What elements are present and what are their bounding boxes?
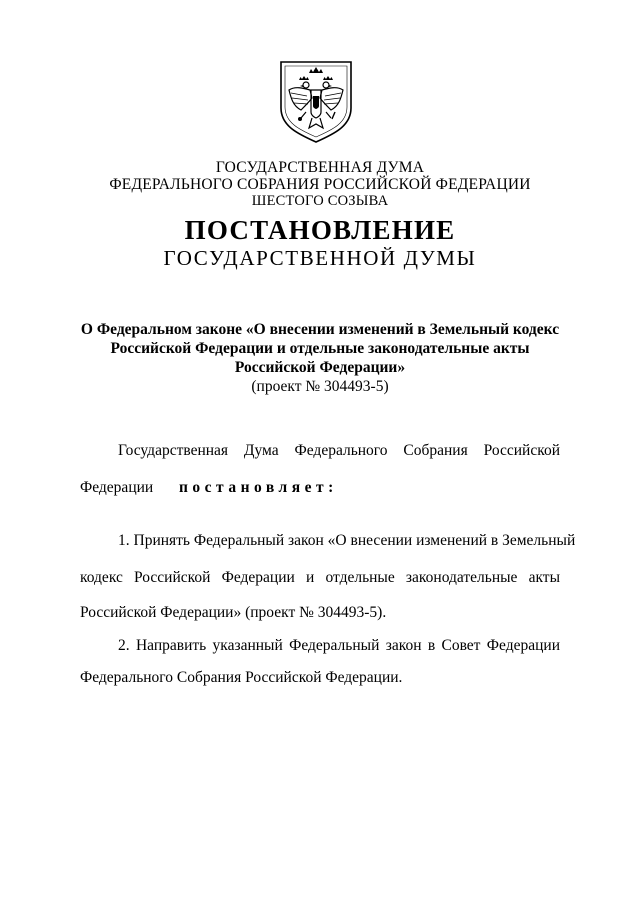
preamble-line-2 (80, 479, 338, 497)
document-title: ПОСТАНОВЛЕНИЕ (184, 215, 456, 245)
preamble-line-1: Государственная Дума Федерального Собрания Российской (118, 442, 560, 459)
document-subtitle: ГОСУДАРСТВЕННОЙ ДУМЫ (163, 246, 477, 270)
item-1-line-3: Российской Федерации» (проект № 304493-5). (80, 604, 387, 621)
preamble-federation: Федерации (80, 479, 154, 496)
item-1-line-2: кодекс Российской Федерации и отдельные законодательные акты (80, 569, 560, 586)
project-number: (проект № 304493-5) (251, 378, 389, 395)
subject-line-3: Российской Федерации» (234, 359, 406, 376)
item-1-line-1: 1. Принять Федеральный закон «О внесении изменений в Земельный (118, 532, 576, 549)
subject-line-1: О Федеральном законе «О внесении изменений в Земельный кодекс (80, 321, 560, 338)
coat-of-arms-icon (279, 60, 353, 144)
item-2-line-1: 2. Направить указанный Федеральный закон в Совет Федерации (118, 637, 560, 654)
header-line-2: ФЕДЕРАЛЬНОГО СОБРАНИЯ РОССИЙСКОЙ ФЕДЕРАЦИИ (109, 176, 531, 193)
subject-line-2: Российской Федерации и отдельные законодательные акты (110, 340, 530, 357)
header-line-1: ГОСУДАРСТВЕННАЯ ДУМА (215, 159, 425, 176)
preamble-resolves: постановляет: (178, 479, 338, 496)
header-line-3: ШЕСТОГО СОЗЫВА (251, 193, 389, 209)
item-2-line-2: Федерального Собрания Российской Федерации. (80, 669, 403, 686)
